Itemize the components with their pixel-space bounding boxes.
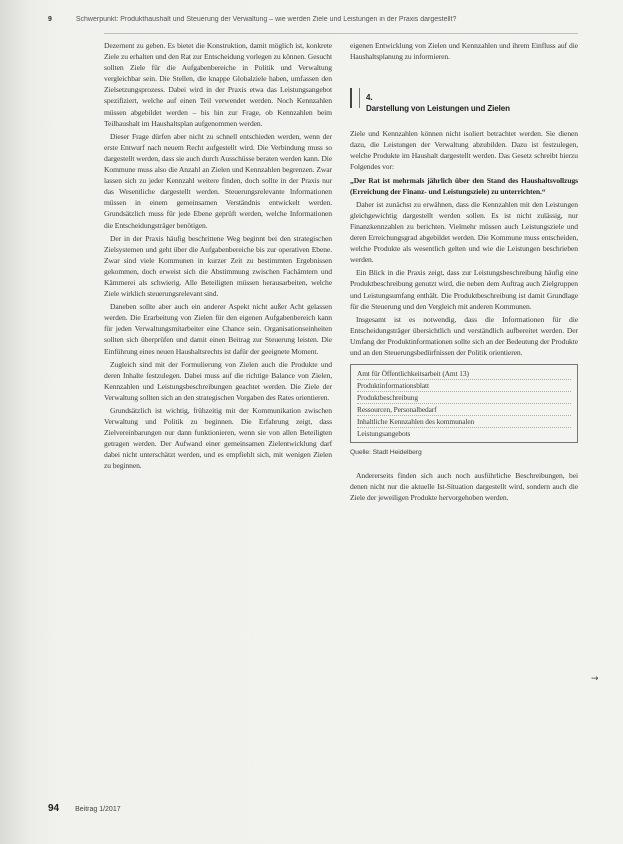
left-column <box>104 40 332 820</box>
footer-journal: Beitrag 1/2017 <box>75 806 121 813</box>
header-rule <box>104 33 578 34</box>
body-paragraph: Zugleich sind mit der Formulierung von Zielen auch die Produkte und deren Inhalte festzulegen. Dabei muss auf die richtige Balance von Zielen, Kennzahlen und Leistungsbeschreibungen geachtet werden. Die Ziele der Verwaltung sollten sich an den strategischen Vorgaben des Rates orientieren. <box>104 359 332 402</box>
box-item: Inhaltliche Kennzahlen des kommunalen <box>357 416 571 428</box>
box-item: Leistungsangebots <box>357 429 411 439</box>
footer-page-number: 94 <box>48 803 60 814</box>
box-item: Produktinformationsblatt <box>357 380 571 392</box>
body-paragraph: Andererseits finden sich auch noch ausführliche Beschreibungen, bei denen nicht nur die aktuelle Ist-Situation dargestellt wird, sondern auch die Ziele der jeweiligen Produkte hervorgehoben werden. <box>350 471 578 503</box>
body-paragraph: Ziele und Kennzahlen können nicht isoliert betrachtet werden. Sie dienen dazu, die Leistungen der Verwaltung abzubilden. Dazu ist festzulegen, welche Produkte im Haushalt dargestellt werden. Das Gesetz schreibt hierzu Folgendes vor: <box>350 129 578 172</box>
right-column <box>350 40 578 820</box>
box-item: Ressourcen, Personalbedarf <box>357 404 571 416</box>
body-paragraph: Dezernent zu geben. Es bietet die Konstruktion, damit möglich ist, konkrete Ziele zu erhalten und den Rat zur Entscheidung vorlegen zu können. Gesucht sollten Ziele für die Aufgabenbereiche in Politik und Verwaltung vergleichbar sein. Die Stellen, die knappe Globalziele haben, umfassen den Zielsetzungsprozess. Dabei wird in der Praxis etwa das Leistungsangebot spezifiziert, welche auf einen Teil verwendet werden. Noch Kennzahlen müssen abgebildet werden – bis hin zur Frage, ob Kennzahlen beim Teilhaushalt im Haushaltsplan aufgenommen werden. <box>104 41 332 128</box>
box-item: Amt für Öffentlichkeitsarbeit (Amt 13) <box>357 368 571 380</box>
header-running-title: Schwerpunkt: Produkthaushalt und Steuerung der Verwaltung – wie werden Ziele und Leistungen in der Praxis dargestellt? <box>75 16 457 23</box>
body-paragraph: Daneben sollte aber auch ein anderer Aspekt nicht außer Acht gelassen werden. Die Erarbeitung von Zielen für den eigenen Aufgabenbereich kann für jeden Verwaltungsmitarbeiter eine Chance sein. Organisationseinheiten sollten sich überprüfen und damit einen Beitrag zur Steuerung leisten. Die Einführung eines neuen Haushaltsrechts ist dafür der geeignete Moment. <box>104 302 332 356</box>
body-paragraph: Grundsätzlich ist wichtig, frühzeitig mit der Kommunikation zwischen Verwaltung und Politik zu beginnen. Die Erfahrung zeigt, dass Zielvereinbarungen nur dann funktionieren, wenn sie von allen Beteiligten getragen werden. Der Aufwand einer gemeinsamen Zielentwicklung darf dabei nicht unterschätzt werden, und es empfiehlt sich, mit wenigen Zielen zu beginnen. <box>104 406 332 471</box>
body-paragraph: Insgesamt ist es notwendig, dass die Informationen für die Entscheidungsträger übersichtlich und verständlich aufbereitet werden. Der Umfang der Produktinformationen sollte sich an der Bedeutung der Produkte und an den Steuerungsbedürfnissen der Politik orientieren. <box>350 314 578 357</box>
header-page-number: 9 <box>48 16 52 23</box>
product-info-box <box>350 364 578 443</box>
body-paragraph: Daher ist zunächst zu erwähnen, dass die Kennzahlen mit den Leistungen gleichgewichtig dargestellt werden sollen. Es ist nicht zulässig, nur Finanzkennzahlen zu berichten. Vielmehr müssen auch Leistungsziele und deren Erreichungsgrad abgebildet werden. Die Kommune muss entscheiden, welche Produkte als wesentlich gelten und wie die Leistungen beschrieben werden. <box>350 199 578 265</box>
section-heading <box>350 92 578 114</box>
section-marker-icon <box>350 88 360 108</box>
section-number: 4. <box>366 93 373 103</box>
body-paragraph: Der in der Praxis häufig beschrittene Weg beginnt bei den strategischen Zielsystemen und geht über die Aufgabenbereiche bis zur operativen Ebene. Zwar sind viele Kommunen in kurzer Zeit zu bestimmten Ergebnissen gekommen, doch erweist sich die Abstimmung zwischen Fachämtern und Kämmerei als schwierig. Alle Beteiligten müssen herausarbeiten, welche Ziele wirklich steuerungsrelevant sind. <box>104 233 332 299</box>
body-paragraph: Ein Blick in die Praxis zeigt, dass zur Leistungsbeschreibung häufig eine Produktbeschreibung genutzt wird, die neben dem Auftrag auch Zielgruppen und Leistungsumfang enthält. Die Produktbeschreibung ist damit Grundlage für die Steuerung und den Vergleich mit anderen Kommunen. <box>350 268 578 311</box>
body-paragraph: Dieser Frage dürfen aber nicht zu schnell entschieden werden, wenn der erste Entwurf nach neuem Recht aufgestellt wird. Die Verbindung muss so dargestellt werden, dass sie auch durch Ausschüsse beraten werden kann. Die Kommune muss also die Anzahl an Zielen und Kennzahlen begrenzen. Zwar lassen sich zu jeder Kennzahl weitere finden, doch sollte in der Praxis nur das Wesentliche dargestellt werden. Steuerungsrelevante Informationen müssen in einem gemeinsamen Verständnis entwickelt werden. Grundsätzlich muss für jede Ebene geprüft werden, welche Informationen die Entscheidungsträger benötigen. <box>104 131 332 230</box>
continuation-arrow-icon: → <box>591 674 599 684</box>
page-footer <box>48 803 121 814</box>
box-source: Quelle: Stadt Heidelberg <box>350 449 422 457</box>
law-quote: „Der Rat ist mehrmals jährlich über den Stand des Haushaltsvollzugs (Erreichung der Finanz- und Leistungsziele) zu unterrichten.“ <box>350 175 578 196</box>
intro-paragraph: eigenen Entwicklung von Zielen und Kennzahlen und ihrem Einfluss auf die Haushaltsplanung zu informieren. <box>350 41 578 62</box>
box-item: Produktbeschreibung <box>357 392 571 404</box>
running-header <box>48 16 578 30</box>
section-title: Darstellung von Leistungen und Zielen <box>366 104 510 114</box>
